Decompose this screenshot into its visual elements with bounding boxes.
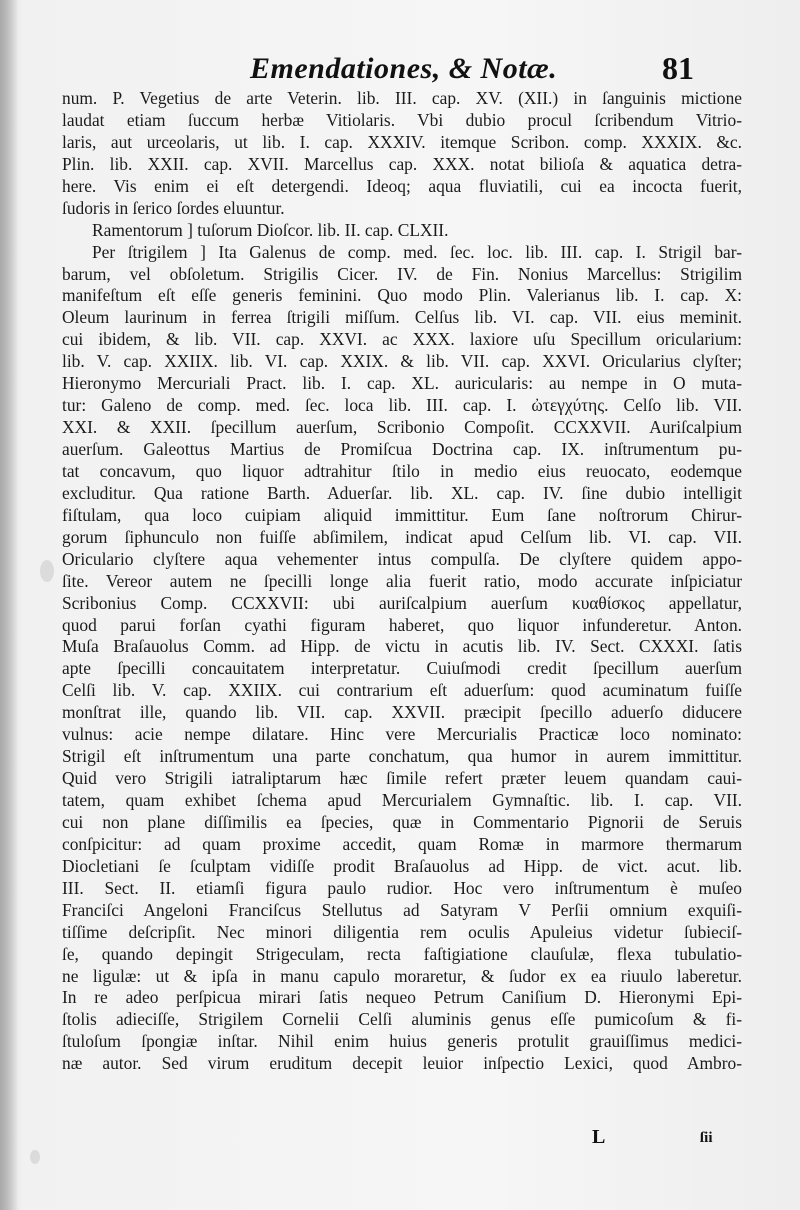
text-line: Oriculario clyſtere aqua vehementer intus compulſa. De clyſtere quidem appo- — [62, 548, 742, 569]
text-line: cui ibidem, & lib. VII. cap. XXVI. ac XXX. laxiore uſu Specillum oricularium: — [62, 329, 742, 350]
text-line: here. Vis enim ei eſt detergendi. Ideoq; aqua fluviatili, cui ea incocta fuerit, — [62, 175, 742, 196]
text-line: næ autor. Sed virum eruditum decepit leuior inſpectio Lexici, quod Ambro- — [62, 1053, 742, 1074]
text-line: Scribonius Comp. CCXXVII: ubi auriſcalpium auerſum κυαθίσκος appellatur, — [62, 592, 742, 613]
text-line: Per ſtrigilem ] Ita Galenus de comp. med. ſec. loc. lib. III. cap. I. Strigil bar- — [92, 241, 742, 262]
text-line: Strigil eſt inſtrumentum una parte conchatum, qua humor in aurem immittitur. — [62, 746, 742, 767]
text-line: Celſi lib. V. cap. XXIIX. cui contrarium eſt aduerſum: quod acuminatum fuiſſe — [62, 680, 742, 701]
text-line: cui non plane diſſimilis ea ſpecies, quæ in Commentario Pignorii de Seruis — [62, 811, 742, 832]
text-line: XXI. & XXII. ſpecillum auerſum, Scribonio Compoſit. CCXXVII. Auriſcalpium — [62, 417, 742, 438]
text-line: apte ſpecilli concauitatem interpretatur. Cuiuſmodi credit ſpecillum auerſum — [62, 658, 742, 679]
page-gutter-shadow — [0, 0, 18, 1210]
text-line: tur: Galeno de comp. med. ſec. loca lib. III. cap. I. ὠτεγχύτης. Celſo lib. VII. — [62, 395, 742, 416]
text-line: num. P. Vegetius de arte Veterin. lib. III. cap. XV. (XII.) in ſanguinis mictione — [62, 88, 742, 108]
text-line: Franciſci Angeloni Franciſcus Stellutus ad Satyram V Perſii omnium exquiſi- — [62, 899, 742, 920]
text-line: laudat etiam ſuccum herbæ Vitiolaris. Vbi dubio procul ſcribendum Vitrio- — [62, 109, 742, 130]
text-line: laris, aut urceolaris, ut lib. I. cap. XXXIV. itemque Scribon. comp. XXXIX. &c. — [62, 131, 742, 152]
text-line: manifeſtum eſt eſſe generis feminini. Quo modo Plin. Valerianus lib. I. cap. X: — [62, 285, 742, 306]
text-line: conſpicitur: ad quam proxime accedit, quam Romæ in marmore thermarum — [62, 833, 742, 854]
text-line: ſudoris in ſerico ſordes eluuntur. — [62, 197, 285, 218]
text-line: III. Sect. II. etiamſi figura paulo rudior. Hoc vero inſtrumentum è muſeo — [62, 877, 742, 898]
page-number: 81 — [662, 50, 694, 86]
text-line: tiſſime deſcripſit. Nec minori diligentia rem oculis Apuleius videtur ſubieciſ- — [62, 921, 742, 942]
text-line: Diocletiani ſe ſculptam vidiſſe prodit Braſauolus ad Hipp. de vict. acut. lib. — [62, 855, 742, 876]
text-line: quod parui forſan cyathi figuram haberet, quo liquor infunderetur. Anton. — [62, 614, 742, 635]
text-line: excluditur. Qua ratione Barth. Aduerſar. lib. XL. cap. IV. ſine dubio intelligit — [62, 482, 742, 503]
text-line: Ramentorum ] tuſorum Dioſcor. lib. II. cap. CLXII. — [92, 219, 449, 240]
paper-smudge — [30, 1150, 40, 1164]
paper-smudge — [40, 560, 54, 582]
text-line: lib. V. cap. XXIIX. lib. VI. cap. XXIX. & lib. VII. cap. XXVI. Oricularius clyſter; — [62, 351, 742, 372]
text-line: In re adeo perſpicua mirari ſatis nequeo Petrum Caniſium D. Hieronymi Epi- — [62, 987, 742, 1008]
text-line: ſe, quando depingit Strigeculam, recta faſtigiatione clauſulæ, flexa tubulatio- — [62, 943, 742, 964]
signature-mark: L — [592, 1126, 606, 1148]
text-line: ſtolis adieciſſe, Strigilem Cornelii Celſi aluminis genus eſſe pumicoſum & fi- — [62, 1009, 742, 1030]
text-line: Hieronymo Mercuriali Pract. lib. I. cap. XL. auricularis: au nempe in O muta- — [62, 373, 742, 394]
text-line: monſtrat ille, quando lib. VII. cap. XXVII. præcipit ſpecillo aduerſo diducere — [62, 702, 742, 723]
catchword: ſii — [700, 1130, 713, 1146]
text-line: ſtuloſum ſpongiæ inſtar. Nihil enim huius generis protulit grauiſſimus medici- — [62, 1031, 742, 1052]
text-line: Muſa Braſauolus Comm. ad Hipp. de victu in acutis lib. IV. Sect. CXXXI. ſatis — [62, 636, 742, 657]
text-line: auerſum. Galeottus Martius de Promiſcua Doctrina cap. IX. inſtrumentum pu- — [62, 439, 742, 459]
text-line: Quid vero Strigili iatraliptarum hæc ſimile refert præter leuem quandam caui- — [62, 768, 742, 789]
text-line: Plin. lib. XXII. cap. XVII. Marcellus cap. XXX. notat bilioſa & aquatica detra- — [62, 153, 742, 174]
text-line: gorum ſiphunculo non fuiſſe abſimilem, indicat apud Celſum lib. VI. cap. VII. — [62, 526, 742, 547]
text-line: ne ligulæ: ut & ipſa in manu capulo moraretur, & ſudor ex ea riuulo laberetur. — [62, 965, 742, 986]
body-text — [62, 88, 742, 1075]
text-line: ſite. Vereor autem ne ſpecilli longe alia fuerit ratio, modo accurate inſpiciatur — [62, 570, 742, 591]
running-title: Emendationes, & Notæ. — [250, 52, 558, 85]
text-line: barum, vel obſoletum. Strigilis Cicer. IV. de Fin. Nonius Marcellus: Strigilim — [62, 263, 742, 284]
text-line: fiſtulam, qua loco cuipiam aliquid immittitur. Eum ſane noſtrorum Chirur- — [62, 504, 742, 525]
text-line: vulnus: acie nempe dilatare. Hinc vere Mercurialis Practicæ loco nominato: — [62, 724, 742, 745]
text-line: tatem, quam exhibet ſchema apud Mercurialem Gymnaſtic. lib. I. cap. VII. — [62, 790, 742, 810]
text-line: Oleum laurinum in ferrea ſtrigili miſſum. Celſus lib. VI. cap. VII. eius meminit. — [62, 307, 742, 328]
text-line: tat concavum, quo liquor adtrahitur ſtilo in medio eius reuocato, eodemque — [62, 460, 742, 481]
